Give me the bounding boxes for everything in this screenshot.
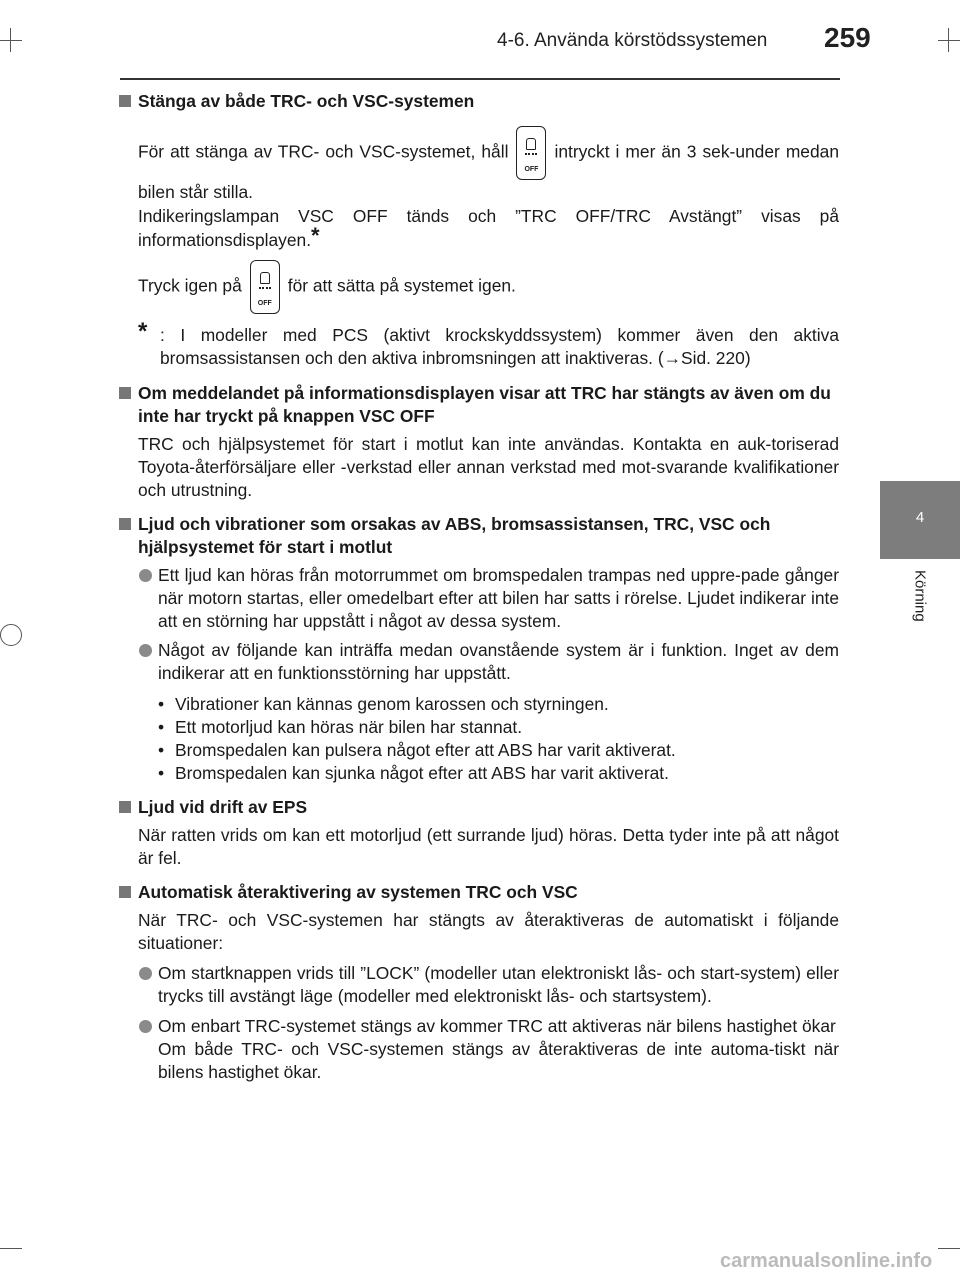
heading-square-icon — [119, 387, 131, 399]
page-number: 259 — [824, 22, 871, 53]
vsc-off-button-icon: OFF — [250, 260, 280, 314]
paragraph: TRC och hjälpsystemet för start i motlut kan inte användas. Kontakta en auk-toriserad Toyota-återförsäljare eller -verkstad eller annan verkstad med mot-svarande kvalifikationer och utrustning. — [138, 434, 839, 500]
section-heading: Stänga av både TRC- och VSC-systemen — [119, 90, 839, 113]
section-heading: Om meddelandet på informationsdisplayen visar att TRC har stängts av även om du inte har tryckt på knappen VSC OFF — [119, 382, 839, 428]
chapter-number: 4 — [915, 509, 925, 526]
header-rule — [120, 78, 840, 80]
watermark: carmanualsonline.info — [720, 1250, 933, 1272]
bullet-dot-icon — [139, 569, 152, 582]
footnote-marker: * — [311, 223, 320, 248]
list-item-continuation: Om både TRC- och VSC-systemen stängs av återaktiveras de inte automa-tiskt när bilens hastighet ökar. — [158, 1039, 839, 1082]
vsc-off-button-icon: OFF — [516, 126, 546, 180]
heading-square-icon — [119, 801, 131, 813]
crop-mark — [938, 40, 960, 41]
bullet-dot-icon — [139, 644, 152, 657]
heading-square-icon — [119, 95, 131, 107]
list-item: Om enbart TRC-systemet stängs av kommer TRC att aktiveras när bilens hastighet ökar — [119, 1015, 839, 1038]
registration-mark — [0, 624, 22, 646]
page-content — [119, 90, 839, 1084]
crop-mark — [0, 1248, 22, 1249]
list-item: Ett ljud kan höras från motorrummet om bromspedalen trampas ned uppre-pade gånger när motorn startas, eller omedelbart efter att bilen har satts i rörelse. Ljudet indikerar inte att en störning har uppstått i något av dessa system. — [119, 564, 839, 633]
list-item: Om startknappen vrids till ”LOCK” (modeller utan elektroniskt lås- och start-system) eller trycks till avstängt läge (modeller med elektroniskt lås- och startsystem). — [119, 962, 839, 1008]
sub-list-item: • Bromspedalen kan pulsera något efter att ABS har varit aktiverat. — [158, 740, 676, 760]
heading-square-icon — [119, 886, 131, 898]
footnote: * : I modeller med PCS (aktivt krockskyddssystem) kommer även den aktiva bromsassistansen och den aktiva inbromsningen att inaktiveras. (→Sid. 220) — [138, 318, 839, 368]
chapter-tab — [880, 481, 960, 559]
section-heading: Ljud vid drift av EPS — [119, 796, 839, 819]
list-item: Något av följande kan inträffa medan ovanstående system är i funktion. Inget av dem indikerar att en funktionsstörning har uppstått. — [119, 639, 839, 685]
paragraph: När ratten vrids om kan ett motorljud (ett surrande ljud) höras. Detta tyder inte på att något är fel. — [138, 825, 839, 868]
sub-list-item: • Bromspedalen kan sjunka något efter att ABS har varit aktiverat. — [158, 763, 669, 783]
sub-list-item: • Vibrationer kan kännas genom karossen och styrningen. — [158, 694, 609, 714]
crop-mark — [948, 28, 949, 52]
paragraph: Indikeringslampan VSC OFF tänds och ”TRC OFF/TRC Avstängt” visas på informationsdisplayen.* — [138, 206, 839, 250]
bullet-dot-icon — [139, 1020, 152, 1033]
heading-square-icon — [119, 518, 131, 530]
sub-list-item: • Ett motorljud kan höras när bilen har stannat. — [158, 717, 523, 737]
chapter-label: Körning — [911, 570, 929, 622]
bullet-dot-icon — [139, 967, 152, 980]
paragraph: För att stänga av TRC- och VSC-systemet, håll OFF intryckt i mer än 3 sek-under medan bilen står stilla. — [119, 126, 839, 204]
section-heading: Automatisk återaktivering av systemen TRC och VSC — [119, 881, 839, 904]
paragraph: Tryck igen på OFF för att sätta på systemet igen. — [119, 260, 839, 314]
crop-mark — [10, 28, 11, 52]
crop-mark — [0, 40, 22, 41]
section-heading: Ljud och vibrationer som orsakas av ABS, bromsassistansen, TRC, VSC och hjälpsystemet för start i motlut — [119, 513, 839, 559]
paragraph: När TRC- och VSC-systemen har stängts av återaktiveras de automatiskt i följande situationer: — [138, 910, 839, 953]
chapter-label-box — [880, 560, 960, 650]
running-header-section: 4-6. Använda körstödssystemen — [497, 30, 768, 51]
crop-mark — [938, 1248, 960, 1249]
